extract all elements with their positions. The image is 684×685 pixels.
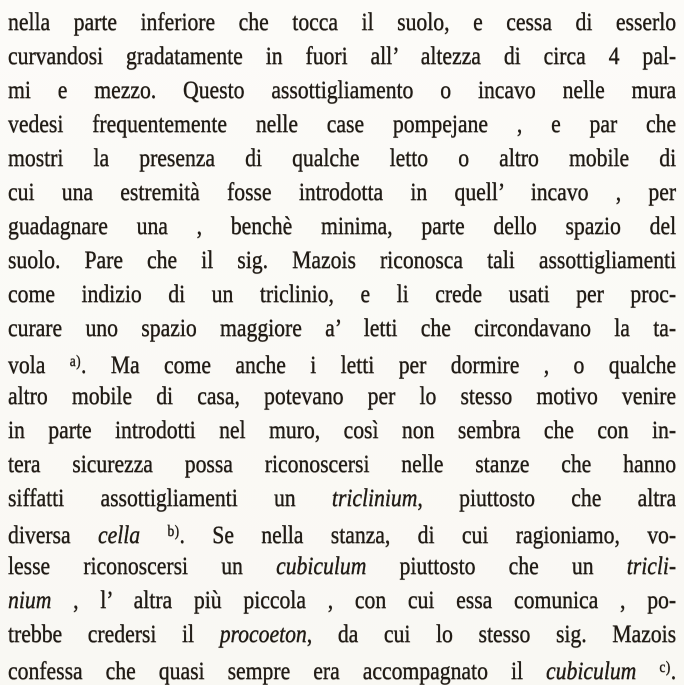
text-segment: cella <box>97 520 141 550</box>
text-segment: procoeton <box>219 619 307 648</box>
text-segment: tera sicurezza possa riconoscersi nelle stanze che hanno <box>8 449 677 478</box>
text-segment: cubiculum <box>276 551 367 580</box>
text-segment: cui una estremità fosse introdotta in quell’ incavo , per <box>8 177 677 206</box>
text-line-3 <box>8 73 676 107</box>
text-segment: in parte introdotti nel muro, così non sembra che con in- <box>8 415 677 444</box>
text-line-14 <box>8 447 676 481</box>
text-segment: come indizio di un triclinio, e li crede usati per proc- <box>8 279 677 308</box>
text-segment <box>140 520 167 549</box>
text-segment: , l’ altra più piccola , con cui essa comunica , po- <box>51 585 677 614</box>
text-line-2 <box>8 39 676 73</box>
text-segment: suolo. Pare che il sig. Mazois riconosca tali assottigliamenti <box>8 245 677 274</box>
text-segment: confessa che quasi sempre era accompagnato il <box>8 656 547 685</box>
text-segment: curare uno spazio maggiore a’ letti che circondavano la ta- <box>8 313 677 342</box>
text-segment: mi e mezzo. Questo assottigliamento o incavo nelle mura <box>8 75 677 104</box>
paragraph-text <box>8 5 676 685</box>
text-segment: . <box>670 656 677 685</box>
footnote-marker: b) <box>167 523 180 540</box>
text-line-9 <box>8 277 676 311</box>
text-line-20 <box>8 651 676 685</box>
text-line-11 <box>8 345 676 379</box>
text-line-19 <box>8 617 676 651</box>
text-segment: . Se nella stanza, di cui ragioniamo, vo- <box>179 520 677 550</box>
text-segment: tricli- <box>626 551 677 580</box>
text-segment: cubiculum <box>546 656 637 685</box>
text-line-16 <box>8 515 676 549</box>
text-segment: vola <box>8 350 70 380</box>
text-line-12 <box>8 379 676 413</box>
text-segment: siffatti assottigliamenti un <box>8 483 332 512</box>
text-segment: diversa <box>8 520 98 550</box>
text-line-4 <box>8 107 676 141</box>
text-line-1 <box>8 5 676 39</box>
text-line-17 <box>8 549 676 583</box>
text-line-18 <box>8 583 676 617</box>
footnote-marker: a) <box>69 353 81 370</box>
text-segment: guadagnare una , benchè minima, parte dello spazio del <box>8 211 677 240</box>
footnote-marker: c) <box>659 659 671 676</box>
text-segment: altro mobile di casa, potevano per lo stesso motivo venire <box>8 381 677 410</box>
text-segment: nella parte inferiore che tocca il suolo, e cessa di esserlo <box>8 7 677 36</box>
text-line-6 <box>8 175 676 209</box>
text-line-15 <box>8 481 676 515</box>
text-segment: trebbe credersi il <box>8 619 220 648</box>
text-segment: lesse riconoscersi un <box>8 551 277 580</box>
text-segment: triclinium <box>331 483 418 512</box>
text-line-10 <box>8 311 676 345</box>
text-line-5 <box>8 141 676 175</box>
text-segment: curvandosi gradatamente in fuori all’ altezza di circa 4 pal- <box>8 41 677 70</box>
text-line-8 <box>8 243 676 277</box>
text-segment: nium <box>8 585 52 614</box>
text-segment: . Ma come anche i letti per dormire , o qualche <box>80 350 677 380</box>
text-segment: piuttosto che un <box>366 551 627 580</box>
text-segment <box>636 656 659 685</box>
text-line-13 <box>8 413 676 447</box>
text-segment: mostri la presenza di qualche letto o altro mobile di <box>8 143 677 172</box>
text-segment: vedesi frequentemente nelle case pompejane , e par che <box>8 109 677 138</box>
text-segment: , da cui lo stesso sig. Mazois <box>306 619 677 648</box>
text-segment: , piuttosto che altra <box>417 483 677 512</box>
text-line-7 <box>8 209 676 243</box>
